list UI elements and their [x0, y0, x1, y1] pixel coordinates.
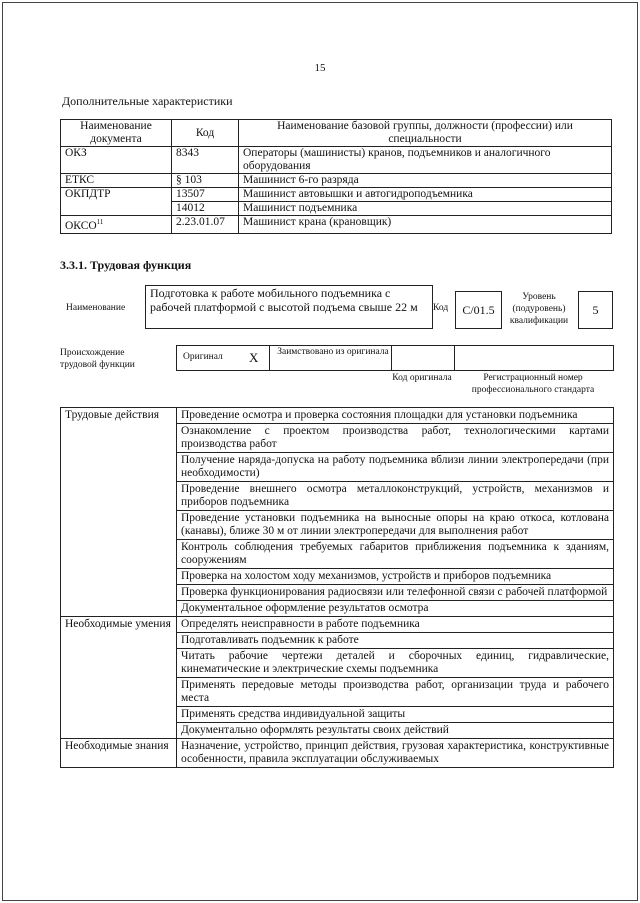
action-item: Проверка функционирования радиосвязи или телефонной связи с рабочей платформой: [177, 585, 614, 601]
action-item: Проведение установки подъемника на выносные опоры на краю откоса, котлована (канавы), ближе 30 м от линии электропередачи для выполнения работ: [177, 511, 614, 540]
reg-number-caption: Регистрационный номер профессионального стандарта: [471, 373, 595, 395]
original-mark: X: [249, 350, 259, 365]
labor-function-table: [60, 407, 614, 768]
divider: [454, 346, 455, 370]
origin-table: [176, 345, 614, 371]
doc-cell: ОКЗ: [61, 147, 172, 174]
table-row: [61, 739, 614, 768]
level-label: Уровень (подуровень) квалификации: [509, 292, 569, 326]
original-label: Оригинал: [183, 352, 223, 362]
additional-characteristics-table: [60, 119, 612, 234]
table-row: [61, 617, 614, 633]
name-cell: Машинист крана (крановщик): [239, 216, 612, 234]
table-row: [61, 174, 612, 188]
header-document: Наименование документа: [61, 120, 172, 147]
skills-label: Необходимые умения: [61, 617, 177, 739]
action-item: Контроль соблюдения требуемых габаритов приближения подъемника к зданиям, сооружениям: [177, 540, 614, 569]
divider: [391, 346, 392, 370]
table-row: [61, 408, 614, 424]
skill-item: Определять неисправности в работе подъемника: [177, 617, 614, 633]
name-cell: Операторы (машинисты) кранов, подъемников и аналогичного оборудования: [239, 147, 612, 174]
header-code: Код: [172, 120, 239, 147]
code-cell: 8343: [172, 147, 239, 174]
code-cell: § 103: [172, 174, 239, 188]
actions-label: Трудовые действия: [61, 408, 177, 617]
action-item: Документальное оформление результатов осмотра: [177, 601, 614, 617]
name-cell: Машинист автовышки и автогидроподъемника: [239, 188, 612, 202]
doc-cell: ОКПДТР: [61, 188, 172, 216]
name-cell: Машинист подъемника: [239, 202, 612, 216]
table-row: [61, 147, 612, 174]
code-cell: 14012: [172, 202, 239, 216]
header-name: Наименование базовой группы, должности (профессии) или специальности: [239, 120, 612, 147]
knowledge-label: Необходимые знания: [61, 739, 177, 768]
additional-characteristics-title: Дополнительные характеристики: [62, 94, 233, 108]
code-cell: 2.23.01.07: [172, 216, 239, 234]
code-original-caption: Код оригинала: [392, 373, 452, 383]
skill-item: Документально оформлять результаты своих действий: [177, 723, 614, 739]
knowledge-item: Назначение, устройство, принцип действия, грузовая характеристика, конструктивные особенности, правила эксплуатации обслуживаемых: [177, 739, 614, 768]
skill-item: Подготавливать подъемник к работе: [177, 633, 614, 649]
doc-cell: [61, 216, 172, 234]
action-item: Проведение внешнего осмотра металлоконструкций, устройств, механизмов и приборов подъемника: [177, 482, 614, 511]
page-number: 15: [314, 62, 326, 74]
doc-label: ОКСО: [65, 219, 97, 232]
table-row: [61, 216, 612, 234]
footnote-mark: 11: [96, 218, 104, 226]
borrowed-label: Заимствовано из оригинала: [277, 347, 389, 357]
skill-item: Читать рабочие чертежи деталей и сборочных единиц, гидравлические, кинематические и электрические схемы подъемника: [177, 649, 614, 678]
skill-item: Применять передовые методы производства работ, организации труда и рабочего места: [177, 678, 614, 707]
function-code-value: С/01.5: [455, 291, 502, 329]
action-item: Получение наряда-допуска на работу подъемника вблизи линии электропередачи (при необходимости): [177, 453, 614, 482]
section-title: 3.3.1. Трудовая функция: [60, 258, 192, 272]
action-item: Проведение осмотра и проверка состояния площадки для установки подъемника: [177, 408, 614, 424]
action-item: Ознакомление с проектом производства работ, технологическими картами производства работ: [177, 424, 614, 453]
code-cell: 13507: [172, 188, 239, 202]
origin-label: Происхождение трудовой функции: [60, 348, 135, 370]
level-value: 5: [578, 291, 613, 329]
table-row: [61, 188, 612, 202]
name-label: Наименование: [66, 303, 126, 313]
divider: [269, 346, 270, 370]
skill-item: Применять средства индивидуальной защиты: [177, 707, 614, 723]
table-header-row: [61, 120, 612, 147]
code-label: Код: [433, 303, 449, 313]
function-name-value: Подготовка к работе мобильного подъемника с рабочей платформой с высотой подъема свыше 22 м: [145, 285, 433, 329]
doc-cell: ЕТКС: [61, 174, 172, 188]
action-item: Проверка на холостом ходу механизмов, устройств и приборов подъемника: [177, 569, 614, 585]
name-cell: Машинист 6-го разряда: [239, 174, 612, 188]
